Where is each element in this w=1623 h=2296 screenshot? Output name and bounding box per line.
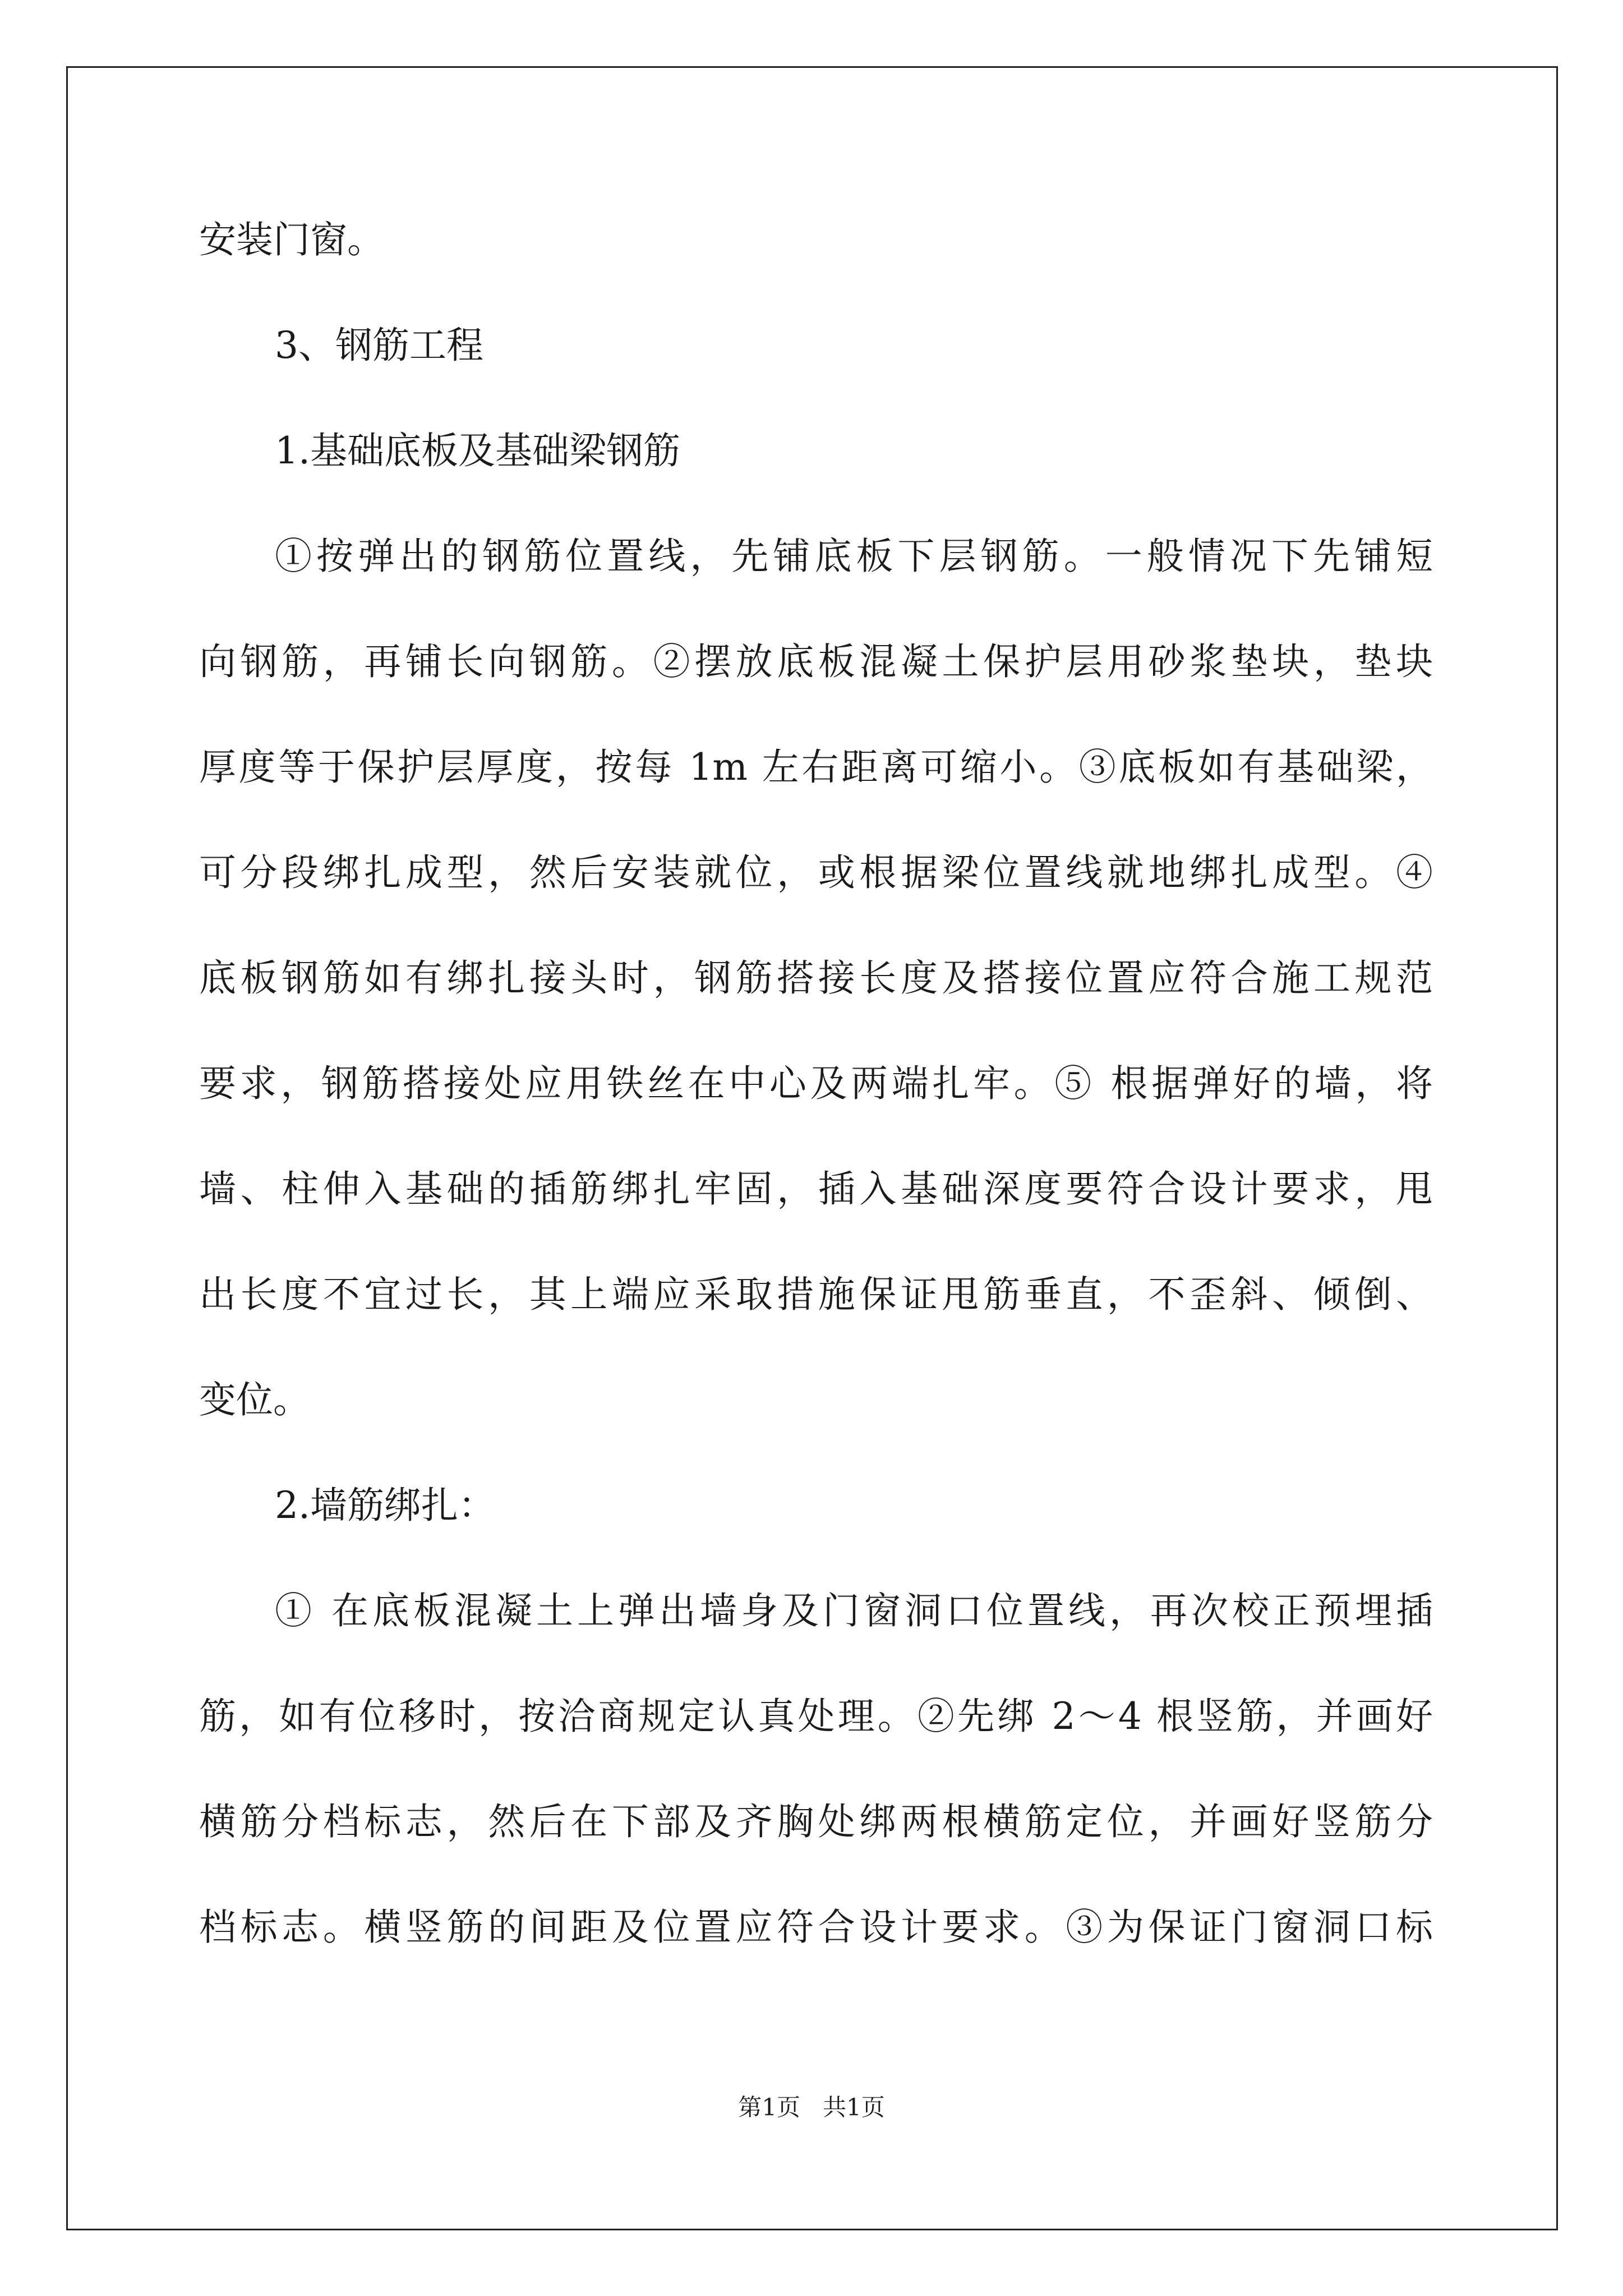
text-line: 底板钢筋如有绑扎接头时，钢筋搭接长度及搭接位置应符合施工规范 xyxy=(199,956,1433,1000)
text-line: 出长度不宜过长，其上端应采取措施保证甩筋垂直，不歪斜、倾倒、 xyxy=(199,1273,1433,1316)
text-line: 横筋分档标志，然后在下部及齐胸处绑两根横筋定位，并画好竖筋分 xyxy=(199,1800,1433,1843)
document-body xyxy=(199,206,1433,1999)
text-line: ①按弹出的钢筋位置线，先铺底板下层钢筋。一般情况下先铺短 xyxy=(275,535,1433,578)
text-line: 变位。 xyxy=(199,1378,310,1421)
page-number-footer: 第1页 共1页 xyxy=(738,2093,885,2121)
text-line: 安装门窗。 xyxy=(199,218,384,261)
text-line: 向钢筋，再铺长向钢筋。②摆放底板混凝土保护层用砂浆垫块，垫块 xyxy=(199,640,1433,683)
text-line: 墙、柱伸入基础的插筋绑扎牢固，插入基础深度要符合设计要求，甩 xyxy=(199,1167,1433,1211)
text-line: 要求，钢筋搭接处应用铁丝在中心及两端扎牢。⑤ 根据弹好的墙，将 xyxy=(199,1062,1433,1105)
section-heading: 3、钢筋工程 xyxy=(275,324,483,367)
text-line: 筋，如有位移时，按洽商规定认真处理。②先绑 2～4 根竖筋，并画好 xyxy=(199,1695,1433,1738)
subsection-heading: 2.墙筋绑扎： xyxy=(275,1484,495,1527)
text-line: 可分段绑扎成型，然后安装就位，或根据梁位置线就地绑扎成型。④ xyxy=(199,851,1433,894)
text-line: ① 在底板混凝土上弹出墙身及门窗洞口位置线，再次校正预埋插 xyxy=(275,1589,1433,1632)
text-line: 厚度等于保护层厚度，按每 1m 左右距离可缩小。③底板如有基础梁， xyxy=(199,746,1433,789)
subsection-heading: 1.基础底板及基础梁钢筋 xyxy=(275,429,680,472)
text-line: 档标志。横竖筋的间距及位置应符合设计要求。③为保证门窗洞口标 xyxy=(199,1906,1433,1949)
